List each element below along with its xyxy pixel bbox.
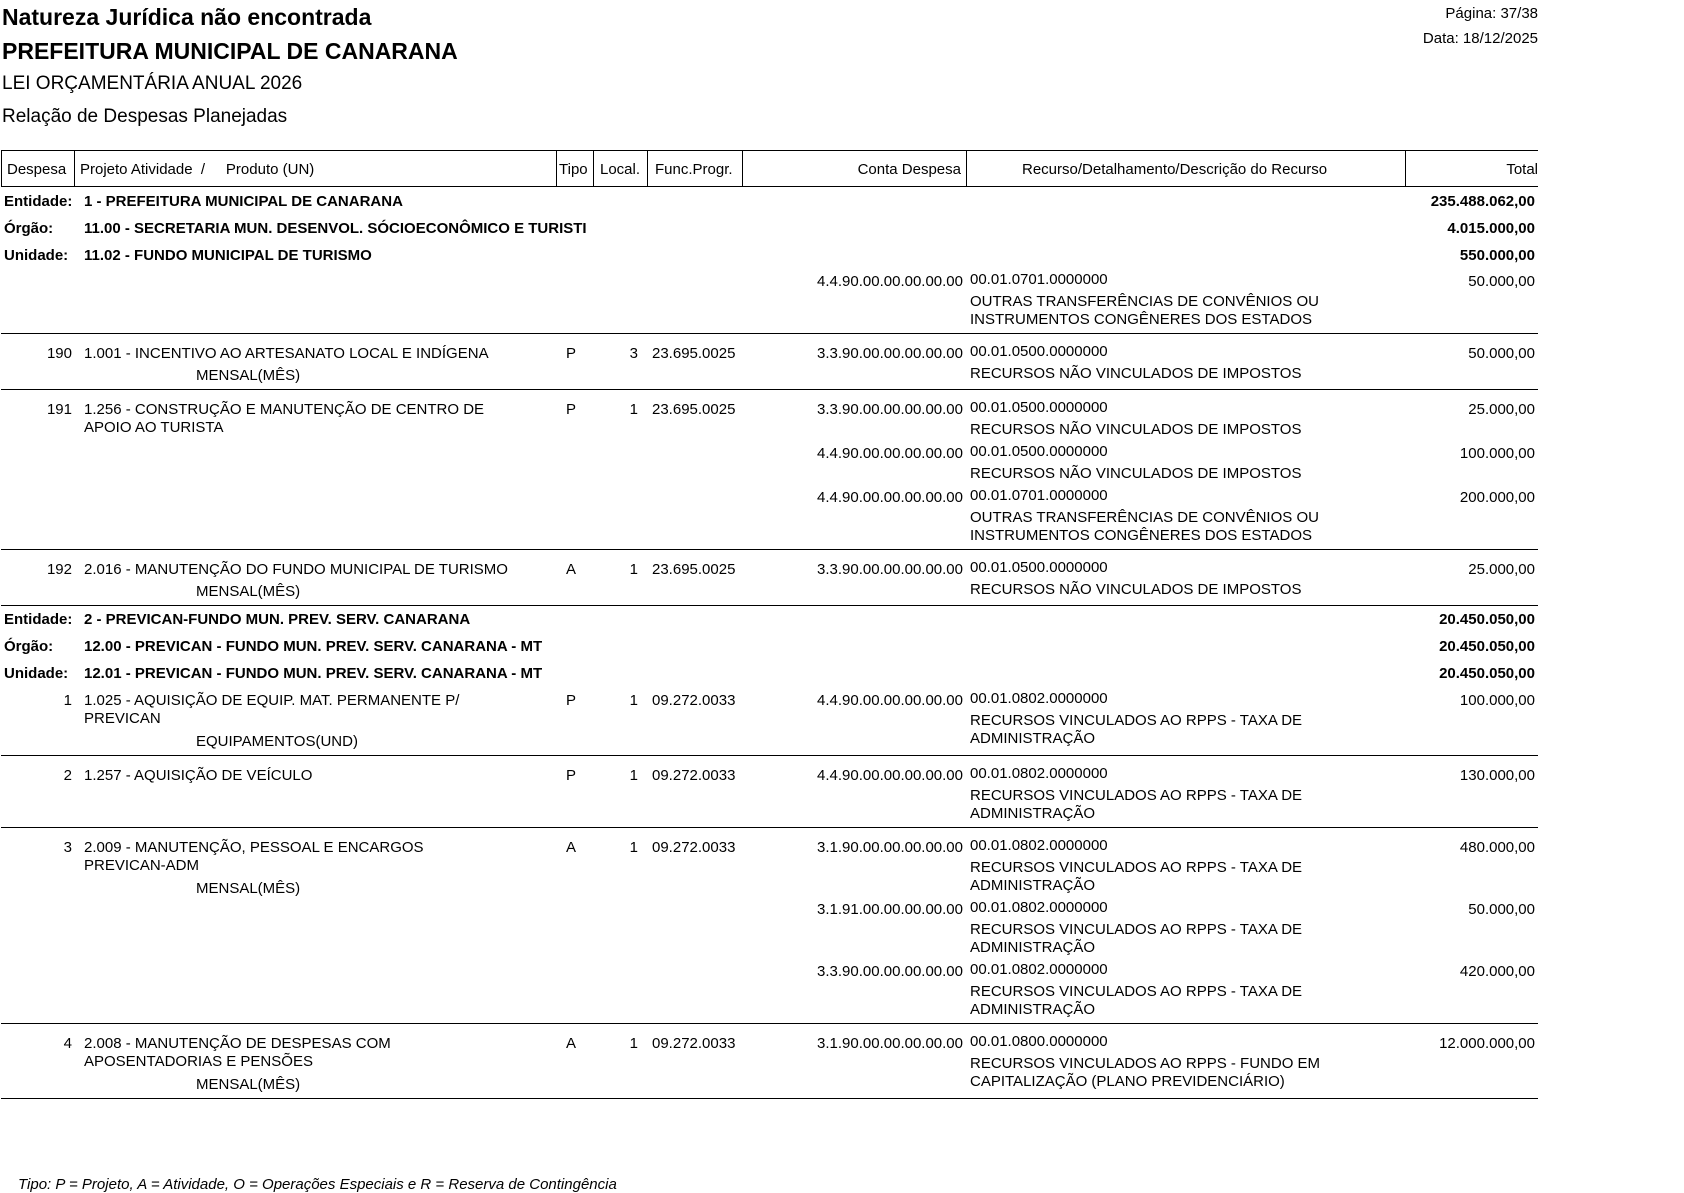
page-number: Página: 37/38 bbox=[1445, 5, 1538, 22]
conta-despesa: 4.4.90.00.00.00.00.00 bbox=[817, 692, 963, 709]
line-total: 100.000,00 bbox=[1459, 445, 1535, 462]
report-name: Relação de Despesas Planejadas bbox=[2, 106, 288, 127]
func-progr: 09.272.0033 bbox=[652, 839, 736, 856]
tipo-code: A bbox=[566, 1035, 577, 1052]
despesa-number: 2 bbox=[63, 767, 72, 784]
group-label: Órgão: bbox=[4, 220, 54, 237]
conta-despesa: 4.4.90.00.00.00.00.00 bbox=[817, 445, 963, 462]
line-total: 50.000,00 bbox=[1468, 345, 1535, 362]
recurso-description: RECURSOS VINCULADOS AO RPPS - TAXA DE bbox=[970, 787, 1303, 804]
tipo-code: P bbox=[566, 767, 577, 784]
tipo-code: P bbox=[566, 692, 577, 709]
recurso-code: 00.01.0802.0000000 bbox=[970, 765, 1108, 782]
projeto-atividade: 2.008 - MANUTENÇÃO DE DESPESAS COM bbox=[84, 1035, 391, 1052]
produto-unit: MENSAL(MÊS) bbox=[196, 583, 301, 600]
recurso-description: INSTRUMENTOS CONGÊNERES DOS ESTADOS bbox=[970, 311, 1312, 328]
local-code: 1 bbox=[629, 401, 638, 418]
projeto-atividade: 2.016 - MANUTENÇÃO DO FUNDO MUNICIPAL DE TURISMO bbox=[84, 561, 508, 578]
recurso-description: ADMINISTRAÇÃO bbox=[970, 939, 1096, 956]
local-code: 1 bbox=[629, 692, 638, 709]
recurso-code: 00.01.0800.0000000 bbox=[970, 1033, 1108, 1050]
produto-unit: MENSAL(MÊS) bbox=[196, 367, 301, 384]
group-label: Entidade: bbox=[4, 611, 73, 628]
func-progr: 23.695.0025 bbox=[652, 345, 736, 362]
projeto-atividade: PREVICAN bbox=[84, 710, 161, 727]
col-header-projeto: Projeto Atividade / Produto (UN) bbox=[80, 161, 315, 178]
local-code: 1 bbox=[629, 561, 638, 578]
recurso-description: ADMINISTRAÇÃO bbox=[970, 1001, 1096, 1018]
row-divider bbox=[1, 827, 1538, 828]
line-total: 130.000,00 bbox=[1459, 767, 1535, 784]
recurso-description: ADMINISTRAÇÃO bbox=[970, 730, 1096, 747]
col-header-conta: Conta Despesa bbox=[857, 161, 961, 178]
group-name: 1 - PREFEITURA MUNICIPAL DE CANARANA bbox=[84, 193, 403, 210]
recurso-description: CAPITALIZAÇÃO (PLANO PREVIDENCIÁRIO) bbox=[970, 1073, 1285, 1090]
despesa-number: 190 bbox=[46, 345, 72, 362]
recurso-description: RECURSOS NÃO VINCULADOS DE IMPOSTOS bbox=[970, 581, 1302, 598]
func-progr: 23.695.0025 bbox=[652, 561, 736, 578]
tipo-code: P bbox=[566, 345, 577, 362]
recurso-code: 00.01.0701.0000000 bbox=[970, 271, 1108, 288]
group-label: Entidade: bbox=[4, 193, 73, 210]
recurso-code: 00.01.0802.0000000 bbox=[970, 899, 1108, 916]
group-name: 11.00 - SECRETARIA MUN. DESENVOL. SÓCIOECONÔMICO E TURISTI bbox=[84, 220, 587, 237]
row-divider bbox=[1, 1098, 1538, 1099]
recurso-description: RECURSOS VINCULADOS AO RPPS - FUNDO EM bbox=[970, 1055, 1321, 1072]
func-progr: 23.695.0025 bbox=[652, 401, 736, 418]
projeto-atividade: APOIO AO TURISTA bbox=[84, 419, 224, 436]
func-progr: 09.272.0033 bbox=[652, 1035, 736, 1052]
group-total: 20.450.050,00 bbox=[1439, 611, 1535, 628]
recurso-description: INSTRUMENTOS CONGÊNERES DOS ESTADOS bbox=[970, 527, 1312, 544]
group-total: 4.015.000,00 bbox=[1447, 220, 1535, 237]
recurso-description: RECURSOS NÃO VINCULADOS DE IMPOSTOS bbox=[970, 465, 1302, 482]
conta-despesa: 3.3.90.00.00.00.00.00 bbox=[817, 345, 963, 362]
group-label: Órgão: bbox=[4, 638, 54, 655]
col-header-recurso: Recurso/Detalhamento/Descrição do Recurso bbox=[1022, 161, 1328, 178]
recurso-description: RECURSOS VINCULADOS AO RPPS - TAXA DE bbox=[970, 712, 1303, 729]
conta-despesa: 3.1.90.00.00.00.00.00 bbox=[817, 1035, 963, 1052]
recurso-code: 00.01.0802.0000000 bbox=[970, 961, 1108, 978]
col-header-total: Total bbox=[1506, 161, 1538, 178]
row-divider bbox=[1, 333, 1538, 334]
group-name: 2 - PREVICAN-FUNDO MUN. PREV. SERV. CANARANA bbox=[84, 611, 471, 628]
projeto-atividade: APOSENTADORIAS E PENSÕES bbox=[84, 1053, 313, 1070]
group-total: 20.450.050,00 bbox=[1439, 638, 1535, 655]
projeto-atividade: 1.001 - INCENTIVO AO ARTESANATO LOCAL E INDÍGENA bbox=[84, 345, 489, 362]
recurso-description: ADMINISTRAÇÃO bbox=[970, 877, 1096, 894]
conta-despesa: 3.1.91.00.00.00.00.00 bbox=[817, 901, 963, 918]
func-progr: 09.272.0033 bbox=[652, 692, 736, 709]
line-total: 50.000,00 bbox=[1468, 901, 1535, 918]
tipo-legend: Tipo: P = Projeto, A = Atividade, O = Operações Especiais e R = Reserva de Contingência bbox=[18, 1176, 617, 1193]
recurso-description: RECURSOS NÃO VINCULADOS DE IMPOSTOS bbox=[970, 421, 1302, 438]
col-header-local: Local. bbox=[600, 161, 641, 178]
projeto-atividade: 1.025 - AQUISIÇÃO DE EQUIP. MAT. PERMANENTE P/ bbox=[84, 692, 460, 709]
produto-unit: EQUIPAMENTOS(UND) bbox=[196, 733, 358, 750]
col-header-func: Func.Progr. bbox=[655, 161, 733, 178]
recurso-description: OUTRAS TRANSFERÊNCIAS DE CONVÊNIOS OU bbox=[970, 509, 1319, 526]
despesa-number: 1 bbox=[63, 692, 72, 709]
row-divider bbox=[1, 1023, 1538, 1024]
conta-despesa: 3.3.90.00.00.00.00.00 bbox=[817, 963, 963, 980]
conta-despesa: 4.4.90.00.00.00.00.00 bbox=[817, 767, 963, 784]
conta-despesa: 3.3.90.00.00.00.00.00 bbox=[817, 561, 963, 578]
row-divider bbox=[1, 389, 1538, 390]
row-divider bbox=[1, 755, 1538, 756]
report-law: LEI ORÇAMENTÁRIA ANUAL 2026 bbox=[2, 73, 303, 94]
line-total: 12.000.000,00 bbox=[1439, 1035, 1535, 1052]
recurso-description: OUTRAS TRANSFERÊNCIAS DE CONVÊNIOS OU bbox=[970, 293, 1319, 310]
recurso-code: 00.01.0802.0000000 bbox=[970, 690, 1108, 707]
recurso-code: 00.01.0500.0000000 bbox=[970, 559, 1108, 576]
projeto-atividade: 1.257 - AQUISIÇÃO DE VEÍCULO bbox=[84, 767, 313, 784]
group-name: 12.00 - PREVICAN - FUNDO MUN. PREV. SERV. CANARANA - MT bbox=[84, 638, 543, 655]
group-total: 20.450.050,00 bbox=[1439, 665, 1535, 682]
projeto-atividade: PREVICAN-ADM bbox=[84, 857, 200, 874]
conta-despesa: 3.1.90.00.00.00.00.00 bbox=[817, 839, 963, 856]
group-label: Unidade: bbox=[4, 665, 69, 682]
local-code: 1 bbox=[629, 767, 638, 784]
recurso-description: RECURSOS VINCULADOS AO RPPS - TAXA DE bbox=[970, 983, 1303, 1000]
local-code: 1 bbox=[629, 839, 638, 856]
despesa-number: 192 bbox=[46, 561, 72, 578]
line-total: 25.000,00 bbox=[1468, 561, 1535, 578]
projeto-atividade: 1.256 - CONSTRUÇÃO E MANUTENÇÃO DE CENTRO DE bbox=[84, 401, 485, 418]
group-name: 11.02 - FUNDO MUNICIPAL DE TURISMO bbox=[84, 247, 372, 264]
despesa-number: 3 bbox=[63, 839, 72, 856]
row-divider bbox=[1, 605, 1538, 606]
row-divider bbox=[1, 549, 1538, 550]
line-total: 480.000,00 bbox=[1459, 839, 1535, 856]
recurso-description: RECURSOS NÃO VINCULADOS DE IMPOSTOS bbox=[970, 365, 1302, 382]
produto-unit: MENSAL(MÊS) bbox=[196, 880, 301, 897]
group-total: 550.000,00 bbox=[1459, 247, 1535, 264]
projeto-atividade: 2.009 - MANUTENÇÃO, PESSOAL E ENCARGOS bbox=[84, 839, 424, 856]
recurso-code: 00.01.0701.0000000 bbox=[970, 487, 1108, 504]
tipo-code: P bbox=[566, 401, 577, 418]
recurso-code: 00.01.0500.0000000 bbox=[970, 343, 1108, 360]
col-header-tipo: Tipo bbox=[559, 161, 588, 178]
institution-name: PREFEITURA MUNICIPAL DE CANARANA bbox=[2, 38, 458, 64]
group-total: 235.488.062,00 bbox=[1430, 193, 1535, 210]
recurso-code: 00.01.0500.0000000 bbox=[970, 399, 1108, 416]
line-total: 25.000,00 bbox=[1468, 401, 1535, 418]
local-code: 3 bbox=[629, 345, 638, 362]
recurso-code: 00.01.0802.0000000 bbox=[970, 837, 1108, 854]
recurso-description: ADMINISTRAÇÃO bbox=[970, 805, 1096, 822]
tipo-code: A bbox=[566, 839, 577, 856]
func-progr: 09.272.0033 bbox=[652, 767, 736, 784]
recurso-code: 00.01.0500.0000000 bbox=[970, 443, 1108, 460]
line-total: 50.000,00 bbox=[1468, 273, 1535, 290]
line-total: 100.000,00 bbox=[1459, 692, 1535, 709]
conta-despesa: 4.4.90.00.00.00.00.00 bbox=[817, 489, 963, 506]
col-header-despesa: Despesa bbox=[7, 161, 67, 178]
despesa-number: 4 bbox=[63, 1035, 72, 1052]
local-code: 1 bbox=[629, 1035, 638, 1052]
group-label: Unidade: bbox=[4, 247, 69, 264]
produto-unit: MENSAL(MÊS) bbox=[196, 1076, 301, 1093]
conta-despesa: 4.4.90.00.00.00.00.00 bbox=[817, 273, 963, 290]
line-total: 420.000,00 bbox=[1459, 963, 1535, 980]
recurso-description: RECURSOS VINCULADOS AO RPPS - TAXA DE bbox=[970, 859, 1303, 876]
recurso-description: RECURSOS VINCULADOS AO RPPS - TAXA DE bbox=[970, 921, 1303, 938]
despesa-number: 191 bbox=[46, 401, 72, 418]
document-title: Natureza Jurídica não encontrada bbox=[2, 4, 372, 30]
conta-despesa: 3.3.90.00.00.00.00.00 bbox=[817, 401, 963, 418]
group-name: 12.01 - PREVICAN - FUNDO MUN. PREV. SERV. CANARANA - MT bbox=[84, 665, 543, 682]
line-total: 200.000,00 bbox=[1459, 489, 1535, 506]
tipo-code: A bbox=[566, 561, 577, 578]
report-date: Data: 18/12/2025 bbox=[1422, 30, 1538, 47]
